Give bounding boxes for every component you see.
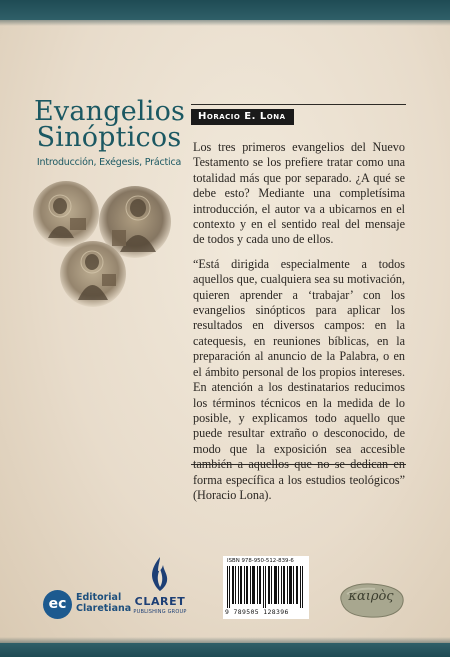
kairos-wordmark: καιρὸς xyxy=(348,589,394,604)
barcode-icon xyxy=(227,566,305,608)
barcode-box xyxy=(223,556,309,619)
kairos-logo xyxy=(335,580,407,620)
isbn-label: ISBN 978-950-512-839-6 xyxy=(227,558,294,564)
top-band xyxy=(0,0,450,20)
claret-publishing-logo xyxy=(130,555,190,625)
blurb-paragraph-1: Los tres primeros evangelios del Nuevo Testamento se los prefiere tratar como una totalidad más que por separado. ¿A qué se debe esto? Mediante una completísima introducción, el autor va a ubicarnos en el contexto y en el sentido real del mensaje de todos y cada uno de ellos. xyxy=(193,140,405,247)
claretiana-line-2: Claretiana xyxy=(76,603,132,614)
bottom-band xyxy=(0,643,450,657)
flame-icon xyxy=(130,555,190,595)
claretiana-line-1: Editorial xyxy=(76,592,122,603)
book-title xyxy=(34,96,186,153)
claret-wordmark: CLARET xyxy=(134,595,186,608)
author-bar xyxy=(191,104,406,126)
divider xyxy=(191,464,406,465)
author-name: Horacio E. Lona xyxy=(191,109,294,125)
book-subtitle: Introducción, Exégesis, Práctica xyxy=(36,157,182,168)
claretiana-name xyxy=(76,592,131,614)
icon-medallions-illustration xyxy=(30,178,175,310)
title-line-1: Evangelios xyxy=(34,96,186,127)
ec-logo-icon: ec xyxy=(43,590,72,619)
blurb-text xyxy=(193,140,405,512)
barcode-digits: 9 789505 128396 xyxy=(225,608,289,616)
title-line-2: Sinópticos xyxy=(36,122,182,153)
claret-subtitle: PUBLISHING GROUP xyxy=(133,609,187,615)
blurb-paragraph-2: “Está dirigida especialmente a todos aquellos que, cualquiera sea su motivación, quieren aprender a ‘trabajar’ con los evangelios sinópticos para aplicar los resultados en diversos campos: en la catequesis, en reuniones bíblicas, en la preparación al anuncio de la Palabra, o en el ámbito personal de los propios intereses. En atención a los destinatarios reducimos los términos técnicos en la medida de lo posible, y explicamos todo aquello que puede resultar extraño o desconocido, de modo que la exposición sea accesible también a aquellos que no se dedican en forma específica a los estudios teológicos” (Horacio Lona). xyxy=(193,256,405,502)
